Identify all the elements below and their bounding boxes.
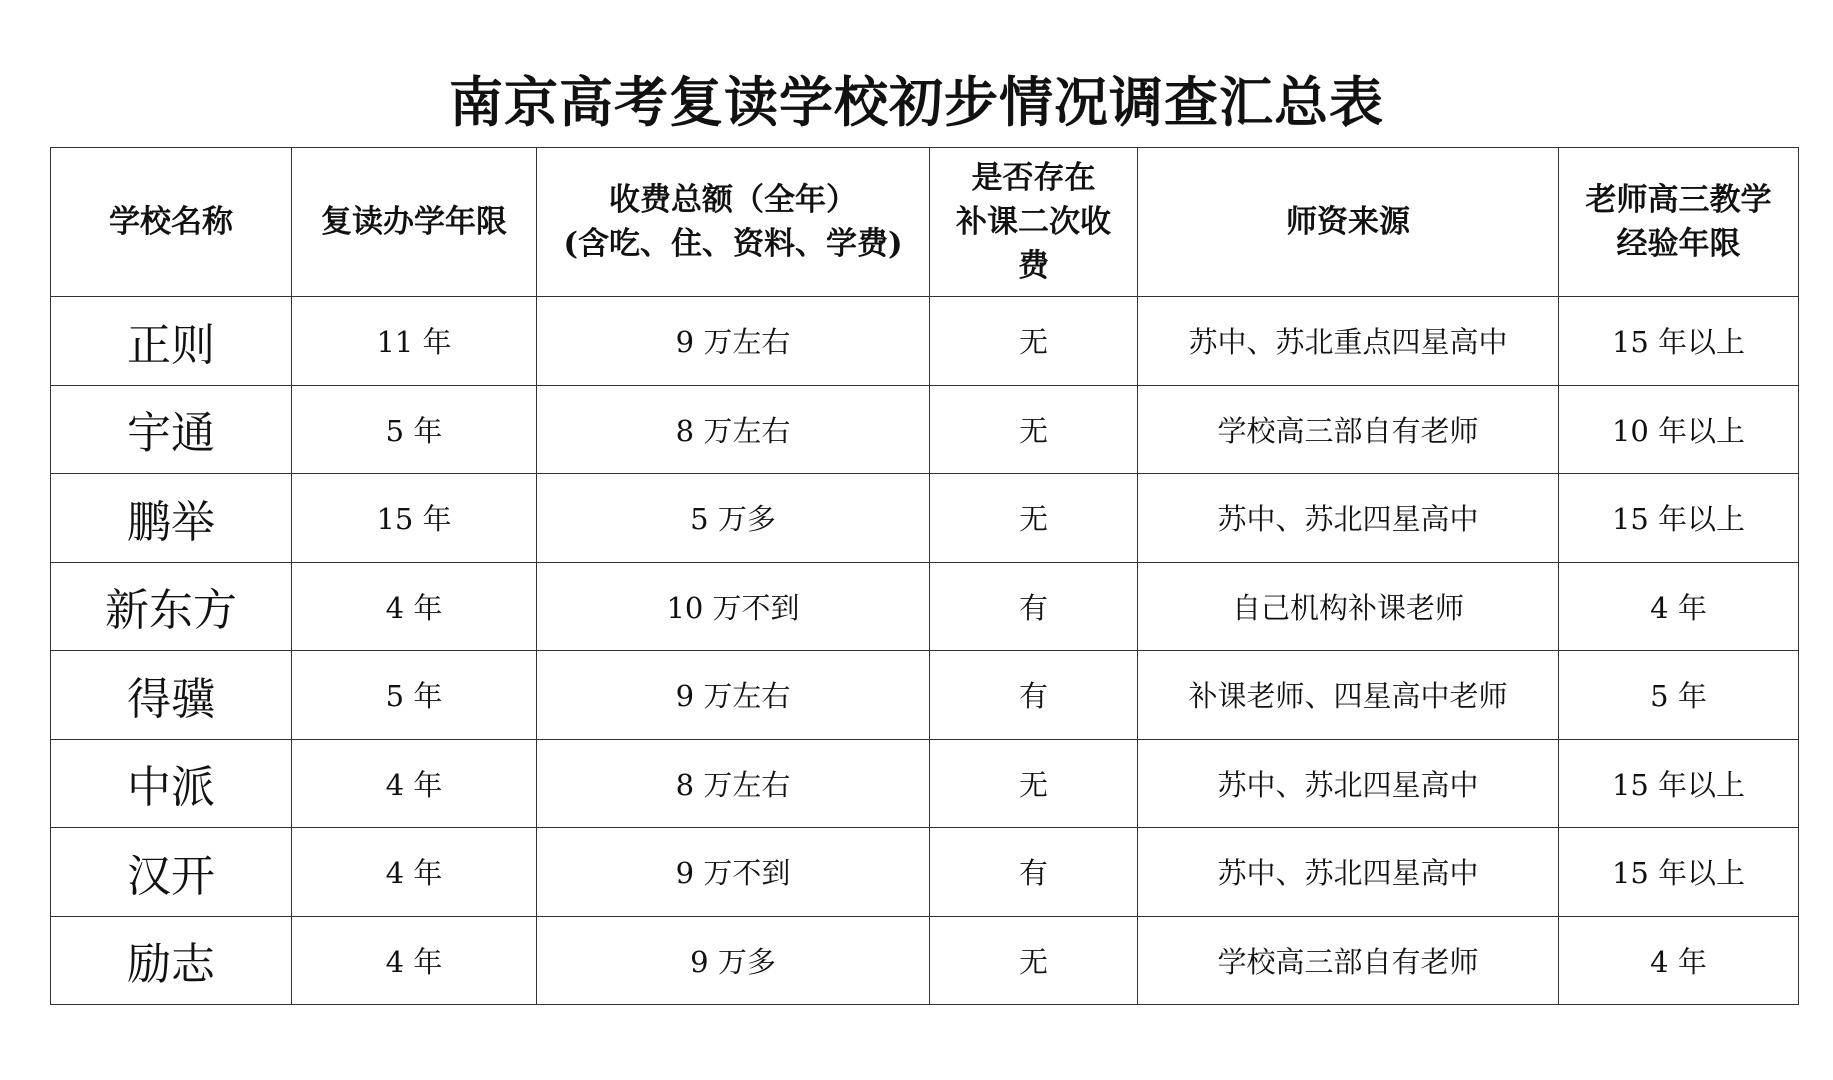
cell-school-name: 得骥 bbox=[51, 651, 292, 740]
cell-years: 4 年 bbox=[292, 562, 537, 651]
table-row bbox=[51, 651, 1799, 740]
cell-teaching-experience: 15 年以上 bbox=[1559, 297, 1799, 386]
cell-teacher-source: 苏中、苏北四星高中 bbox=[1138, 474, 1559, 563]
cell-school-name: 正则 bbox=[51, 297, 292, 386]
header-teaching-experience: 老师高三教学 经验年限 bbox=[1559, 148, 1799, 297]
table-row bbox=[51, 828, 1799, 917]
cell-years: 4 年 bbox=[292, 739, 537, 828]
table-row bbox=[51, 916, 1799, 1005]
header-teacher-source: 师资来源 bbox=[1138, 148, 1559, 297]
cell-teaching-experience: 4 年 bbox=[1559, 916, 1799, 1005]
cell-extra-fee: 无 bbox=[930, 297, 1138, 386]
cell-school-name: 中派 bbox=[51, 739, 292, 828]
cell-total-fee: 10 万不到 bbox=[537, 562, 930, 651]
cell-extra-fee: 无 bbox=[930, 474, 1138, 563]
cell-years: 11 年 bbox=[292, 297, 537, 386]
cell-years: 4 年 bbox=[292, 916, 537, 1005]
header-row bbox=[51, 148, 1799, 297]
header-years: 复读办学年限 bbox=[292, 148, 537, 297]
cell-school-name: 新东方 bbox=[51, 562, 292, 651]
header-extra-fee: 是否存在 补课二次收 费 bbox=[930, 148, 1138, 297]
cell-teacher-source: 苏中、苏北四星高中 bbox=[1138, 828, 1559, 917]
cell-years: 4 年 bbox=[292, 828, 537, 917]
table-row bbox=[51, 297, 1799, 386]
cell-teaching-experience: 10 年以上 bbox=[1559, 385, 1799, 474]
cell-extra-fee: 有 bbox=[930, 828, 1138, 917]
cell-total-fee: 9 万左右 bbox=[537, 297, 930, 386]
cell-years: 5 年 bbox=[292, 385, 537, 474]
table-row bbox=[51, 739, 1799, 828]
cell-total-fee: 9 万多 bbox=[537, 916, 930, 1005]
table-row bbox=[51, 385, 1799, 474]
cell-extra-fee: 有 bbox=[930, 562, 1138, 651]
table-body bbox=[51, 297, 1799, 1005]
cell-total-fee: 9 万左右 bbox=[537, 651, 930, 740]
cell-extra-fee: 无 bbox=[930, 916, 1138, 1005]
cell-total-fee: 8 万左右 bbox=[537, 385, 930, 474]
header-total-fee: 收费总额（全年） (含吃、住、资料、学费) bbox=[537, 148, 930, 297]
cell-total-fee: 5 万多 bbox=[537, 474, 930, 563]
cell-extra-fee: 无 bbox=[930, 739, 1138, 828]
cell-school-name: 宇通 bbox=[51, 385, 292, 474]
cell-extra-fee: 有 bbox=[930, 651, 1138, 740]
table-row bbox=[51, 474, 1799, 563]
cell-extra-fee: 无 bbox=[930, 385, 1138, 474]
survey-table bbox=[50, 147, 1799, 1005]
cell-total-fee: 8 万左右 bbox=[537, 739, 930, 828]
cell-teacher-source: 苏中、苏北重点四星高中 bbox=[1138, 297, 1559, 386]
cell-years: 5 年 bbox=[292, 651, 537, 740]
page-title: 南京高考复读学校初步情况调查汇总表 bbox=[449, 70, 1384, 134]
cell-teaching-experience: 4 年 bbox=[1559, 562, 1799, 651]
cell-years: 15 年 bbox=[292, 474, 537, 563]
cell-teacher-source: 学校高三部自有老师 bbox=[1138, 385, 1559, 474]
cell-school-name: 汉开 bbox=[51, 828, 292, 917]
cell-teaching-experience: 5 年 bbox=[1559, 651, 1799, 740]
table-row bbox=[51, 562, 1799, 651]
cell-teaching-experience: 15 年以上 bbox=[1559, 739, 1799, 828]
table-header bbox=[51, 148, 1799, 297]
cell-teacher-source: 自己机构补课老师 bbox=[1138, 562, 1559, 651]
cell-school-name: 鹏举 bbox=[51, 474, 292, 563]
cell-teaching-experience: 15 年以上 bbox=[1559, 474, 1799, 563]
header-school-name: 学校名称 bbox=[51, 148, 292, 297]
cell-teacher-source: 补课老师、四星高中老师 bbox=[1138, 651, 1559, 740]
cell-total-fee: 9 万不到 bbox=[537, 828, 930, 917]
cell-teacher-source: 苏中、苏北四星高中 bbox=[1138, 739, 1559, 828]
cell-teacher-source: 学校高三部自有老师 bbox=[1138, 916, 1559, 1005]
cell-school-name: 励志 bbox=[51, 916, 292, 1005]
cell-teaching-experience: 15 年以上 bbox=[1559, 828, 1799, 917]
